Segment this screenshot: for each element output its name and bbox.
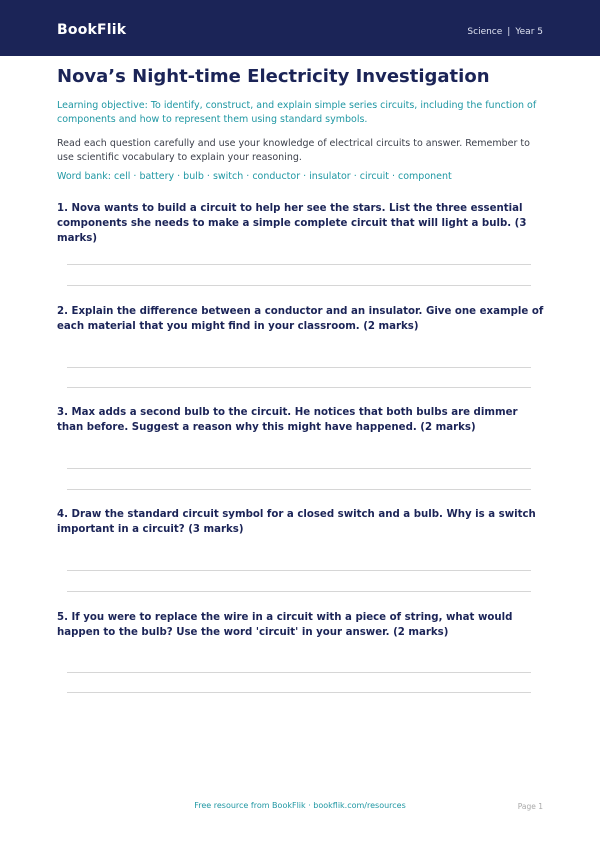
answer-line[interactable] xyxy=(67,692,531,693)
answer-line[interactable] xyxy=(67,387,531,388)
question-3: 3. Max adds a second bulb to the circuit. He notices that both bulbs are dimmer than before. Suggest a reason why this might have happened. (2 marks) xyxy=(57,407,518,433)
answer-line[interactable] xyxy=(67,591,531,592)
answer-line[interactable] xyxy=(67,264,531,265)
footer-source: Free resource from BookFlik · bookflik.com/resources xyxy=(194,801,406,810)
answer-line[interactable] xyxy=(67,570,531,571)
instructions: Read each question carefully and use your knowledge of electrical circuits to answer. Remember to use scientific vocabulary to explain your reasoning. xyxy=(57,138,530,163)
answer-line[interactable] xyxy=(67,285,531,286)
word-bank: Word bank: cell · battery · bulb · switch · conductor · insulator · circuit · component xyxy=(57,171,452,182)
page-header xyxy=(0,0,600,56)
answer-line[interactable] xyxy=(67,489,531,490)
answer-line[interactable] xyxy=(67,468,531,469)
question-1: 1. Nova wants to build a circuit to help her see the stars. List the three essential components she needs to make a simple complete circuit that will light a bulb. (3 marks) xyxy=(57,203,527,244)
answer-line[interactable] xyxy=(67,367,531,368)
question-4: 4. Draw the standard circuit symbol for a closed switch and a bulb. Why is a switch important in a circuit? (3 marks) xyxy=(57,509,536,535)
subject-year xyxy=(467,27,543,37)
brand-logo: BookFlik xyxy=(57,22,127,38)
subject-label: Science xyxy=(467,27,503,37)
page-title: Nova’s Night-time Electricity Investigation xyxy=(57,66,490,87)
learning-objective: Learning objective: To identify, construct, and explain simple series circuits, including the function of components and how to represent them using standard symbols. xyxy=(57,100,537,125)
separator: | xyxy=(507,27,511,37)
answer-line[interactable] xyxy=(67,672,531,673)
year-label: Year 5 xyxy=(515,27,543,37)
question-5: 5. If you were to replace the wire in a circuit with a piece of string, what would happen to the bulb? Use the word 'circuit' in your answer. (2 marks) xyxy=(57,612,513,638)
page-number: Page 1 xyxy=(517,802,543,811)
question-2: 2. Explain the difference between a conductor and an insulator. Give one example of each material that you might find in your classroom. (2 marks) xyxy=(57,306,544,332)
